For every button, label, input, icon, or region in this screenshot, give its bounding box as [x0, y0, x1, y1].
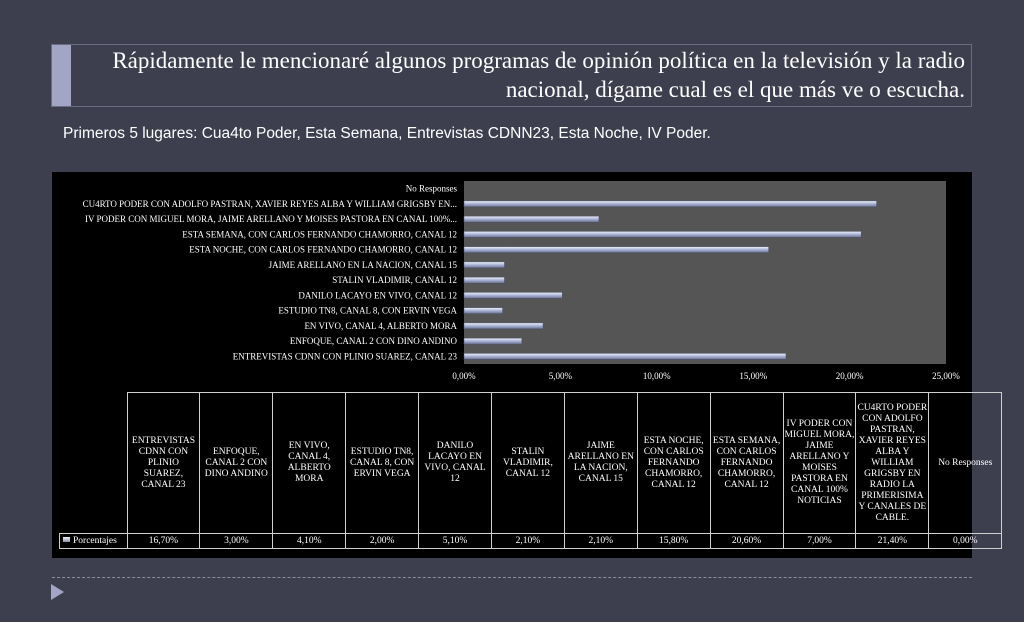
table-header-cell: ENFOQUE, CANAL 2 CON DINO ANDINO [200, 393, 273, 534]
bar [464, 231, 861, 237]
category-label: CU4RTO PODER CON ADOLFO PASTRAN, XAVIER REYES ALBA Y WILLIAM GRIGSBY EN... [82, 198, 457, 209]
category-label: EN VIVO, CANAL 4, ALBERTO MORA [304, 320, 457, 331]
table-header-cell: CU4RTO PODER CON ADOLFO PASTRAN, XAVIER REYES ALBA Y WILLIAM GRIGSBY EN RADIO LA PRIMERISIMA Y CANALES DE CABLE. [856, 393, 929, 534]
category-label: ESTUDIO TN8, CANAL 8, CON ERVIN VEGA [278, 305, 457, 316]
table-header-cell: ESTA NOCHE, CON CARLOS FERNANDO CHAMORRO, CANAL 12 [637, 393, 710, 534]
table-value-cell: 0,00% [929, 534, 1002, 549]
category-label: ENFOQUE, CANAL 2 CON DINO ANDINO [289, 336, 457, 347]
category-label: ESTA SEMANA, CON CARLOS FERNANDO CHAMORRO, CANAL 12 [182, 229, 457, 240]
x-tick-label: 20,00% [835, 371, 864, 381]
bar [464, 308, 503, 314]
x-tick-label: 15,00% [739, 371, 768, 381]
table-header-cell: DANILO LACAYO EN VIVO, CANAL 12 [419, 393, 492, 534]
x-tick-label: 10,00% [642, 371, 671, 381]
table-value-cell: 2,10% [491, 534, 564, 549]
bar [464, 247, 769, 253]
category-label: DANILO LACAYO EN VIVO, CANAL 12 [298, 290, 457, 301]
table-value-cell: 7,00% [783, 534, 856, 549]
data-table [59, 392, 1002, 549]
footer-divider [52, 577, 972, 578]
table-value-cell: 16,70% [127, 534, 200, 549]
x-tick-label: 25,00% [932, 371, 960, 381]
bar [464, 353, 786, 359]
category-label: ENTREVISTAS CDNN CON PLINIO SUAREZ, CANAL 23 [232, 351, 457, 362]
bar [464, 323, 543, 329]
table-header-cell: IV PODER CON MIGUEL MORA, JAIME ARELLANO Y MOISES PASTORA EN CANAL 100% NOTICIAS [783, 393, 856, 534]
table-value-cell: 2,10% [564, 534, 637, 549]
table-header-cell: STALIN VLADIMIR, CANAL 12 [491, 393, 564, 534]
table-value-cell: 15,80% [637, 534, 710, 549]
legend-swatch [63, 537, 70, 542]
x-tick-label: 5,00% [548, 371, 573, 381]
table-header-cell: No Responses [929, 393, 1002, 534]
table-value-cell: 20,60% [710, 534, 783, 549]
table-header-cell: EN VIVO, CANAL 4, ALBERTO MORA [273, 393, 346, 534]
slide-title: Rápidamente le mencionaré algunos programas de opinión política en la televisión y la radio nacional, dígame cual es el que más ve o escucha. [112, 48, 965, 102]
table-corner [60, 393, 128, 534]
slide-subtitle: Primeros 5 lugares: Cua4to Poder, Esta Semana, Entrevistas CDNN23, Esta Noche, IV Poder. [63, 125, 711, 142]
table-header-cell: ENTREVISTAS CDNN CON PLINIO SUAREZ, CANAL 23 [127, 393, 200, 534]
table-value-cell: 5,10% [419, 534, 492, 549]
table-value-cell: 3,00% [200, 534, 273, 549]
table-value-cell: 2,00% [346, 534, 419, 549]
bar [464, 292, 562, 298]
table-value-cell: 21,40% [856, 534, 929, 549]
bar [464, 338, 522, 344]
table-header-row [60, 393, 1002, 534]
table-value-cell: 4,10% [273, 534, 346, 549]
play-triangle-icon[interactable] [51, 584, 64, 600]
category-label: ESTA NOCHE, CON CARLOS FERNANDO CHAMORRO, CANAL 12 [189, 244, 457, 255]
bar [464, 201, 877, 207]
table-row-label [60, 534, 128, 549]
category-label: No Responses [405, 183, 457, 194]
plot-area [464, 181, 946, 364]
bar [464, 216, 599, 222]
table-value-row [60, 534, 1002, 549]
table-header-cell: JAIME ARELLANO EN LA NACION, CANAL 15 [564, 393, 637, 534]
table-header-cell: ESTUDIO TN8, CANAL 8, CON ERVIN VEGA [346, 393, 419, 534]
x-tick-label: 0,00% [452, 371, 476, 381]
category-label: STALIN VLADIMIR, CANAL 12 [332, 275, 457, 286]
bar [464, 277, 504, 283]
legend-label: Porcentajes [73, 535, 117, 546]
category-label: IV PODER CON MIGUEL MORA, JAIME ARELLANO Y MOISES PASTORA EN CANAL 100%... [84, 214, 457, 225]
bar [464, 262, 504, 268]
category-label: JAIME ARELLANO EN LA NACION, CANAL 15 [268, 259, 457, 270]
table-header-cell: ESTA SEMANA, CON CARLOS FERNANDO CHAMORRO, CANAL 12 [710, 393, 783, 534]
